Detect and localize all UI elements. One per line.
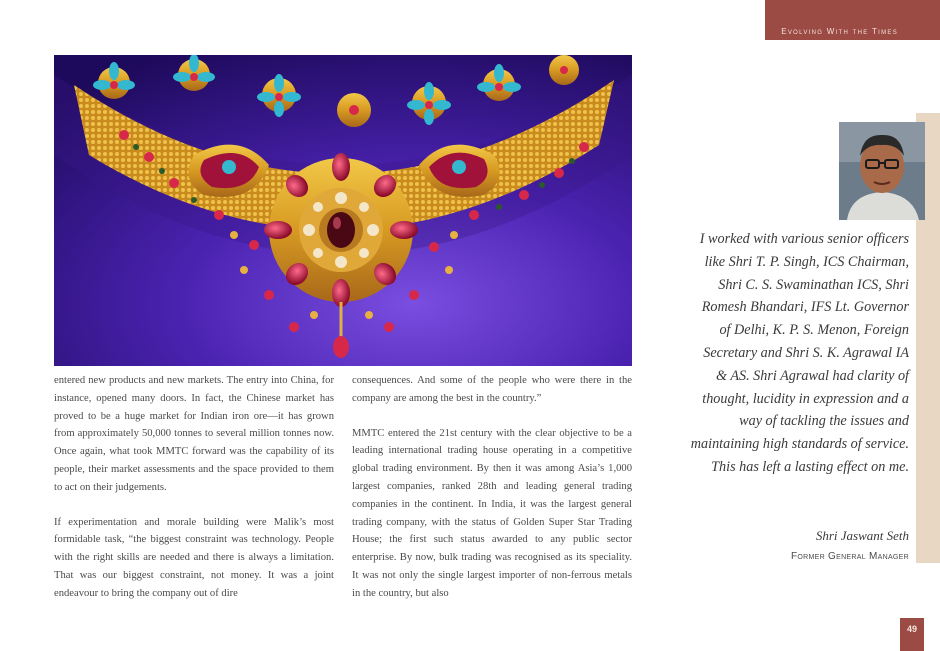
gold-necklace-photo xyxy=(54,55,632,366)
quote-author-title: Former General Manager xyxy=(790,551,909,562)
portrait-photo xyxy=(839,122,925,220)
page-number-box xyxy=(900,618,924,651)
quote-author-name: Shri Jaswant Seth xyxy=(815,528,909,543)
page-number: 49 xyxy=(906,624,917,634)
paragraph: entered new products and new markets. The entry into China, for instance, opened many doors. In fact, the Chinese market has proved to be a huge market for Indian iron ore—it has grown from approximately 50,000 tonnes to several million tonnes now. Once again, what took MMTC forward was the capability of its people, their market assessments and the space provided to them to act on their judgements. xyxy=(54,375,334,493)
body-text-middle-column xyxy=(352,372,632,603)
body-text-left-column xyxy=(54,372,334,603)
paragraph: If experimentation and morale building were Malik’s most formidable task, “the biggest constraint was technology. People with the right skills are needed and there is always a limitation. That was our biggest constraint, not money. It was a joint endeavour to bring the company out of dire xyxy=(54,516,334,599)
section-header-tab xyxy=(765,0,940,40)
paragraph: MMTC entered the 21st century with the clear objective to be a leading international trading house operating in a competitive global trading environment. By then it was among Asia’s 1,000 largest companies, ranked 28th and leading general trading companies in the continent. In India, it was the largest general trading company, with the status of Golden Super Star Trading House; the first such status awarded to any public sector enterprise. By now, bulk trading was recognised as its speciality. It was not only the single largest importer of non-ferrous metals in the country, but also xyxy=(352,427,632,599)
pull-quote: I worked with various senior officers like Shri T. P. Singh, ICS Chairman, Shri C. S. Swaminathan ICS, Shri Romesh Bhandari, IFS Lt. Governor of Delhi, K. P. S. Menon, Foreign Secretary and Shri S. K. Agrawal IA & AS. Shri Agrawal had clarity of thought, lucidity in expression and a way of tackling the issues and maintaining high standards of service. This has left a lasting effect on me. xyxy=(690,231,909,475)
person-portrait-icon xyxy=(839,122,925,220)
necklace-illustration xyxy=(54,55,632,366)
paragraph: consequences. And some of the people who were there in the company are among the best in the country.” xyxy=(352,375,632,404)
section-title: Evolving With the Times xyxy=(781,27,898,36)
